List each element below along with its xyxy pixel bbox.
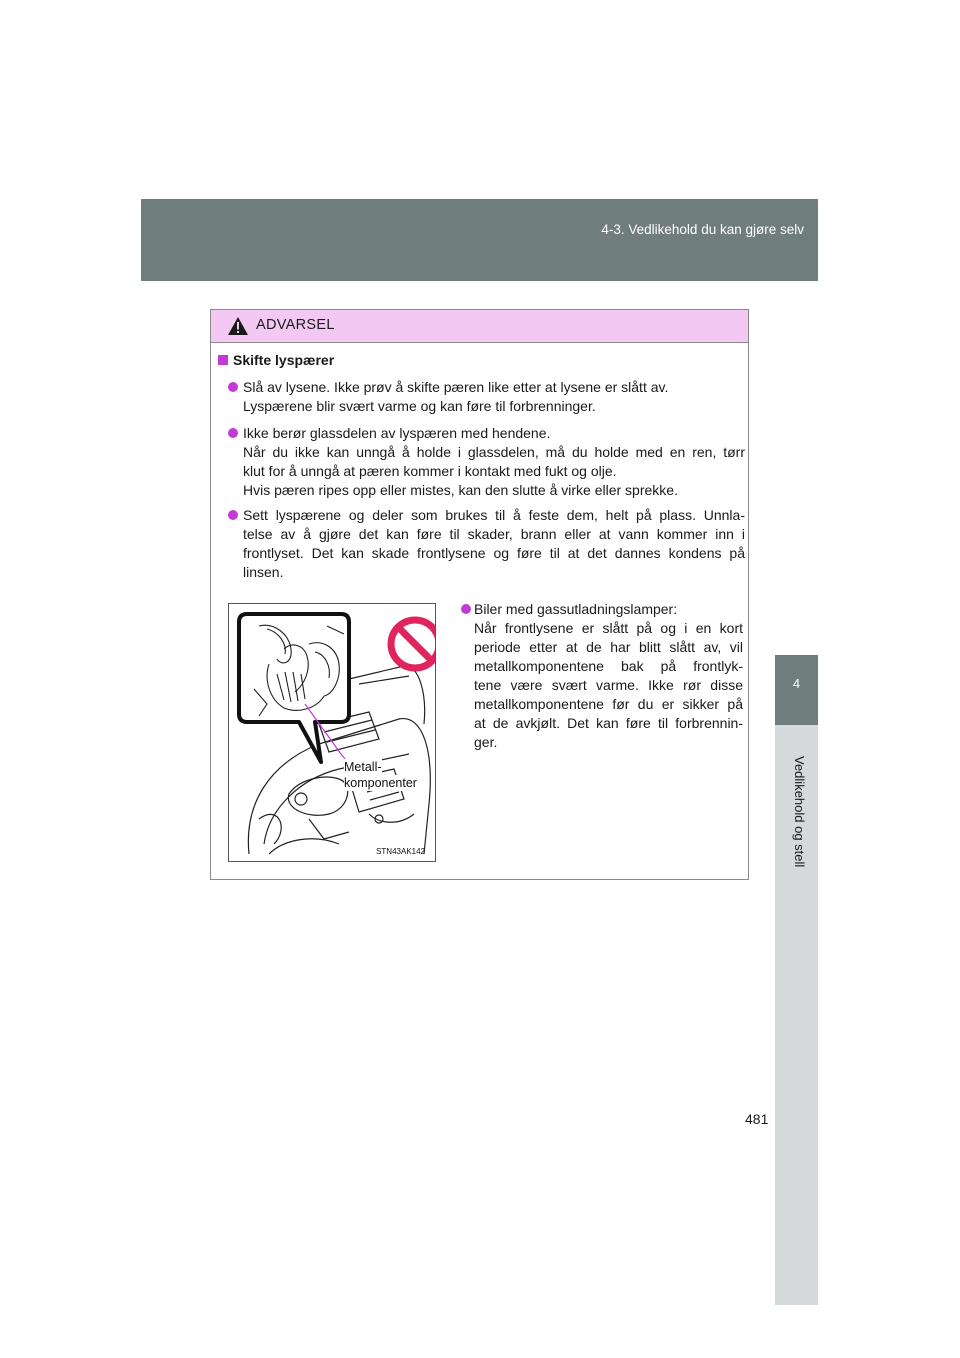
chapter-label: Vedlikehold og stell xyxy=(792,756,807,868)
bullet-line: Når du ikke kan unngå å holde i glassdelen, må du holde med en ren, tørr xyxy=(243,444,745,460)
section-title xyxy=(218,352,334,368)
bullet-dot-icon xyxy=(228,382,238,392)
bullet-line: periode etter at de har blitt slått av, vil xyxy=(474,639,743,655)
page-number: 481 xyxy=(745,1111,769,1127)
illustration-code: STN43AK142 xyxy=(376,847,425,856)
bullet-item xyxy=(228,424,745,500)
bullet-line: Slå av lysene. Ikke prøv å skifte pæren like etter at lysene er slått av. xyxy=(243,379,669,395)
bullet-line: Biler med gassutladningslamper: xyxy=(474,601,678,617)
bullet-line: klut for å unngå at pæren kommer i kontakt med fukt og olje. xyxy=(243,463,617,479)
bullet-item xyxy=(228,378,745,416)
bullet-line: metallkomponentene bak på frontlyk- xyxy=(474,658,743,674)
bullet-dot-icon xyxy=(228,510,238,520)
bullet-line: frontlyset. Det kan skade frontlysene og føre til at det dannes kondens på xyxy=(243,545,745,561)
engine-bay-illustration xyxy=(228,603,436,862)
chapter-number: 4 xyxy=(792,676,801,691)
bullet-line: ger. xyxy=(474,734,498,750)
bullet-item xyxy=(228,506,745,582)
square-bullet-icon xyxy=(218,355,228,365)
chapter-tab xyxy=(775,655,818,725)
warning-triangle-icon xyxy=(227,316,249,336)
section-heading: 4-3. Vedlikehold du kan gjøre selv xyxy=(601,222,804,237)
engine-bay-drawing xyxy=(229,604,435,861)
bullet-line: at de avkjølt. Det kan føre til forbrennin- xyxy=(474,715,743,731)
metal-components-label: komponenter xyxy=(344,776,417,790)
bullet-line: Sett lyspærene og deler som brukes til å feste dem, helt på plass. Unnla- xyxy=(243,507,745,523)
bullet-line: Når frontlysene er slått på og i en kort xyxy=(474,620,743,636)
bullet-dot-icon xyxy=(461,604,471,614)
bullet-line: metallkomponentene før du er sikker på xyxy=(474,696,743,712)
bullet-line: linsen. xyxy=(243,564,284,580)
warning-box xyxy=(210,309,749,880)
bullet-line: tene være svært varme. Ikke rør disse xyxy=(474,677,743,693)
header-bar xyxy=(141,199,818,281)
bullet-item xyxy=(461,600,743,752)
bullet-dot-icon xyxy=(228,428,238,438)
section-title-text: Skifte lyspærer xyxy=(233,352,335,368)
metal-components-label: Metall- xyxy=(344,760,382,774)
warning-header xyxy=(211,310,748,343)
bullet-line: Hvis pæren ripes opp eller mistes, kan den slutte å virke eller sprekke. xyxy=(243,482,678,498)
warning-title: ADVARSEL xyxy=(256,317,335,333)
bullet-line: Ikke berør glassdelen av lyspæren med hendene. xyxy=(243,425,551,441)
bullet-line: Lyspærene blir svært varme og kan føre til forbrenninger. xyxy=(243,398,596,414)
bullet-line: telse av å gjøre det kan føre til skader, brann eller at vann kommer inn i xyxy=(243,526,745,542)
